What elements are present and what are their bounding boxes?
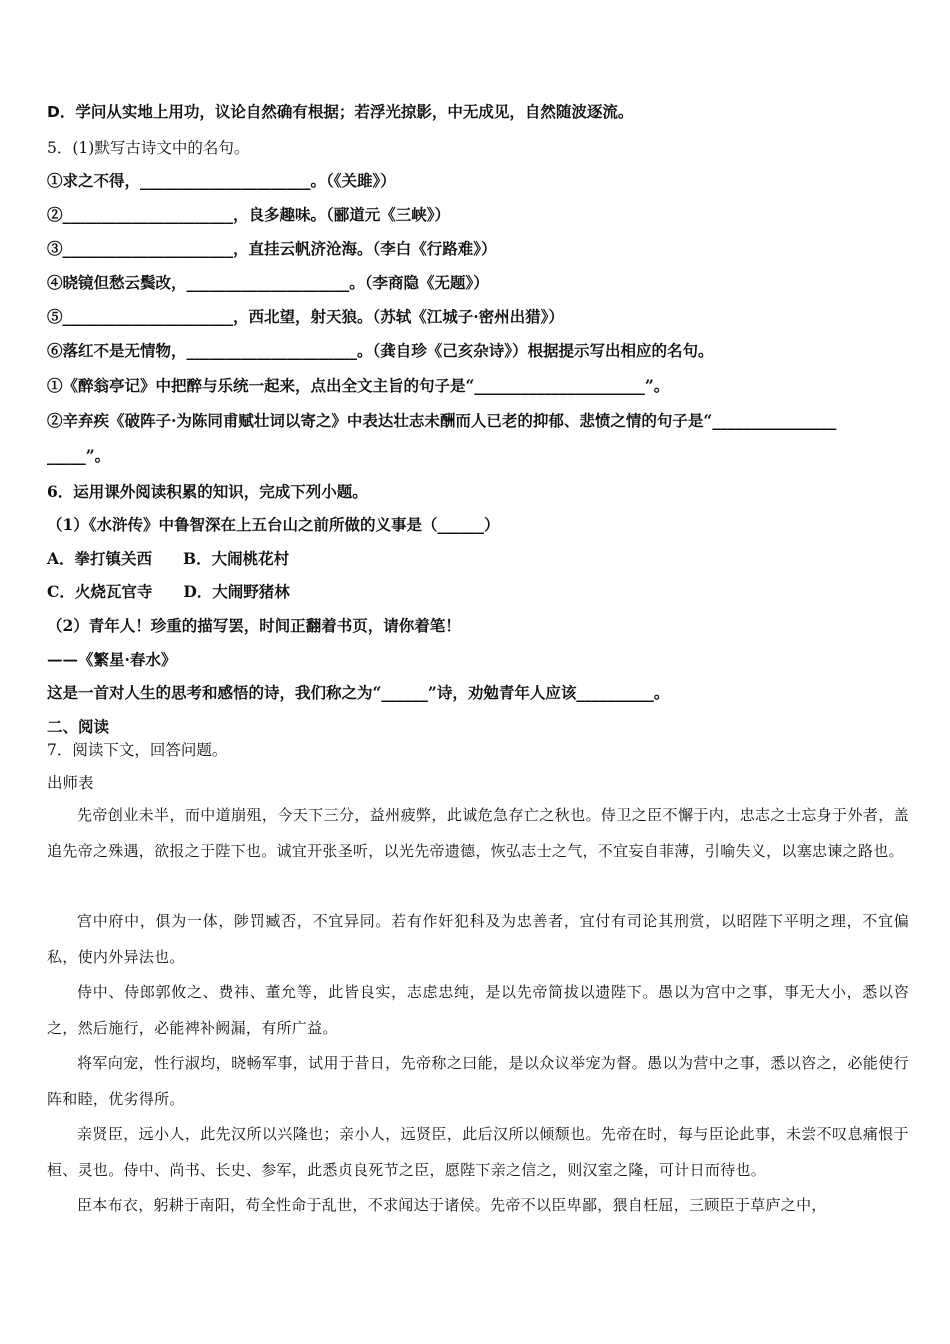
essay-paragraph: 亲贤臣，远小人，此先汉所以兴隆也；亲小人，远贤臣，此后汉所以倾颓也。先帝在时，每与臣论此事，未尝不叹息痛恨于桓、灵也。侍中、尚书、长史、参军，此悉贞良死节之臣，愿陛下亲之信之，则汉室之隆，可计日而待也。 [47,1125,909,1179]
blank-3: ③______________________，直挂云帆济沧海。（李白《行路难》） [47,239,497,258]
question-5: 5．(1)默写古诗文中的名句。 [47,139,250,157]
question-7: 7．阅读下文，回答问题。 [47,741,228,759]
blank-6: ⑥落红不是无情物，______________________。（龚自珍《己亥杂诗》）根据提示写出相应的名句。 [47,341,714,360]
prompt-2: ②辛弃疾《破阵子·为陈同甫赋壮词以寄之》中表达壮志未酬而人已老的抑郁、悲愤之情的句子是“________________ [47,411,837,430]
section-heading: 二、阅读 [47,718,110,736]
essay-title: 出师表 [47,774,94,792]
essay-paragraph: 侍中、侍郎郭攸之、费祎、董允等，此皆良实，志虑忠纯，是以先帝简拔以遗陛下。愚以为宫中之事，事无大小，悉以咨之，然后施行，必能裨补阙漏，有所广益。 [47,983,909,1037]
options-ab: A．拳打镇关西 B．大闹桃花村 [47,549,290,568]
options-cd: C．火烧瓦官寺 D．大闹野猪林 [47,582,290,601]
essay-paragraph: 宫中府中，俱为一体，陟罚臧否，不宜异同。若有作奸犯科及为忠善者，宜付有司论其刑赏，以昭陛下平明之理，不宜偏私，使内外异法也。 [47,912,909,966]
blank-5: ⑤______________________，西北望，射天狼。（苏轼《江城子·密州出猎》） [47,307,564,326]
poem-source: ——《繁星·春水》 [47,650,177,669]
prompt-2-cont: _____”。 [47,446,111,465]
prompt-1: ①《醉翁亭记》中把醉与乐统一起来，点出全文主旨的句子是“______________________”。 [47,376,670,395]
essay-paragraph: 臣本布衣，躬耕于南阳，苟全性命于乱世，不求闻达于诸侯。先帝不以臣卑鄙，猥自枉屈，三顾臣于草庐之中， [77,1196,827,1214]
blank-4: ④晓镜但愁云鬓改，_____________________。（李商隐《无题》） [47,273,489,292]
question-6-1: （1）《水浒传》中鲁智深在上五台山之前所做的义事是（______） [47,515,500,534]
question-6-2: （2）青年人！珍重的描写罢，时间正翻着书页，请你着笔！ [47,616,461,635]
essay-paragraph: 先帝创业未半，而中道崩殂，今天下三分，益州疲弊，此诚危急存亡之秋也。侍卫之臣不懈于内，忠志之士忘身于外者，盖追先帝之殊遇，欲报之于陛下也。诚宜开张圣听，以光先帝遗德，恢弘志士之气，不宜妄自菲薄，引喻失义，以塞忠谏之路也。 [47,806,909,860]
blank-1: ①求之不得，______________________。（《关雎》） [47,171,396,190]
essay-paragraph: 将军向宠，性行淑均，晓畅军事，试用于昔日，先帝称之曰能，是以众议举宠为督。愚以为营中之事，悉以咨之，必能使行阵和睦，优劣得所。 [47,1054,909,1108]
option-d: D．学问从实地上用功，议论自然确有根据；若浮光掠影，中无成见，自然随波逐流。 [47,103,634,121]
question-6: 6．运用课外阅读积累的知识，完成下列小题。 [47,482,368,501]
question-6-text: 这是一首对人生的思考和感悟的诗，我们称之为“______”诗，劝勉青年人应该__________。 [47,683,670,702]
blank-2: ②______________________，良多趣味。（郦道元《三峡》） [47,205,451,224]
